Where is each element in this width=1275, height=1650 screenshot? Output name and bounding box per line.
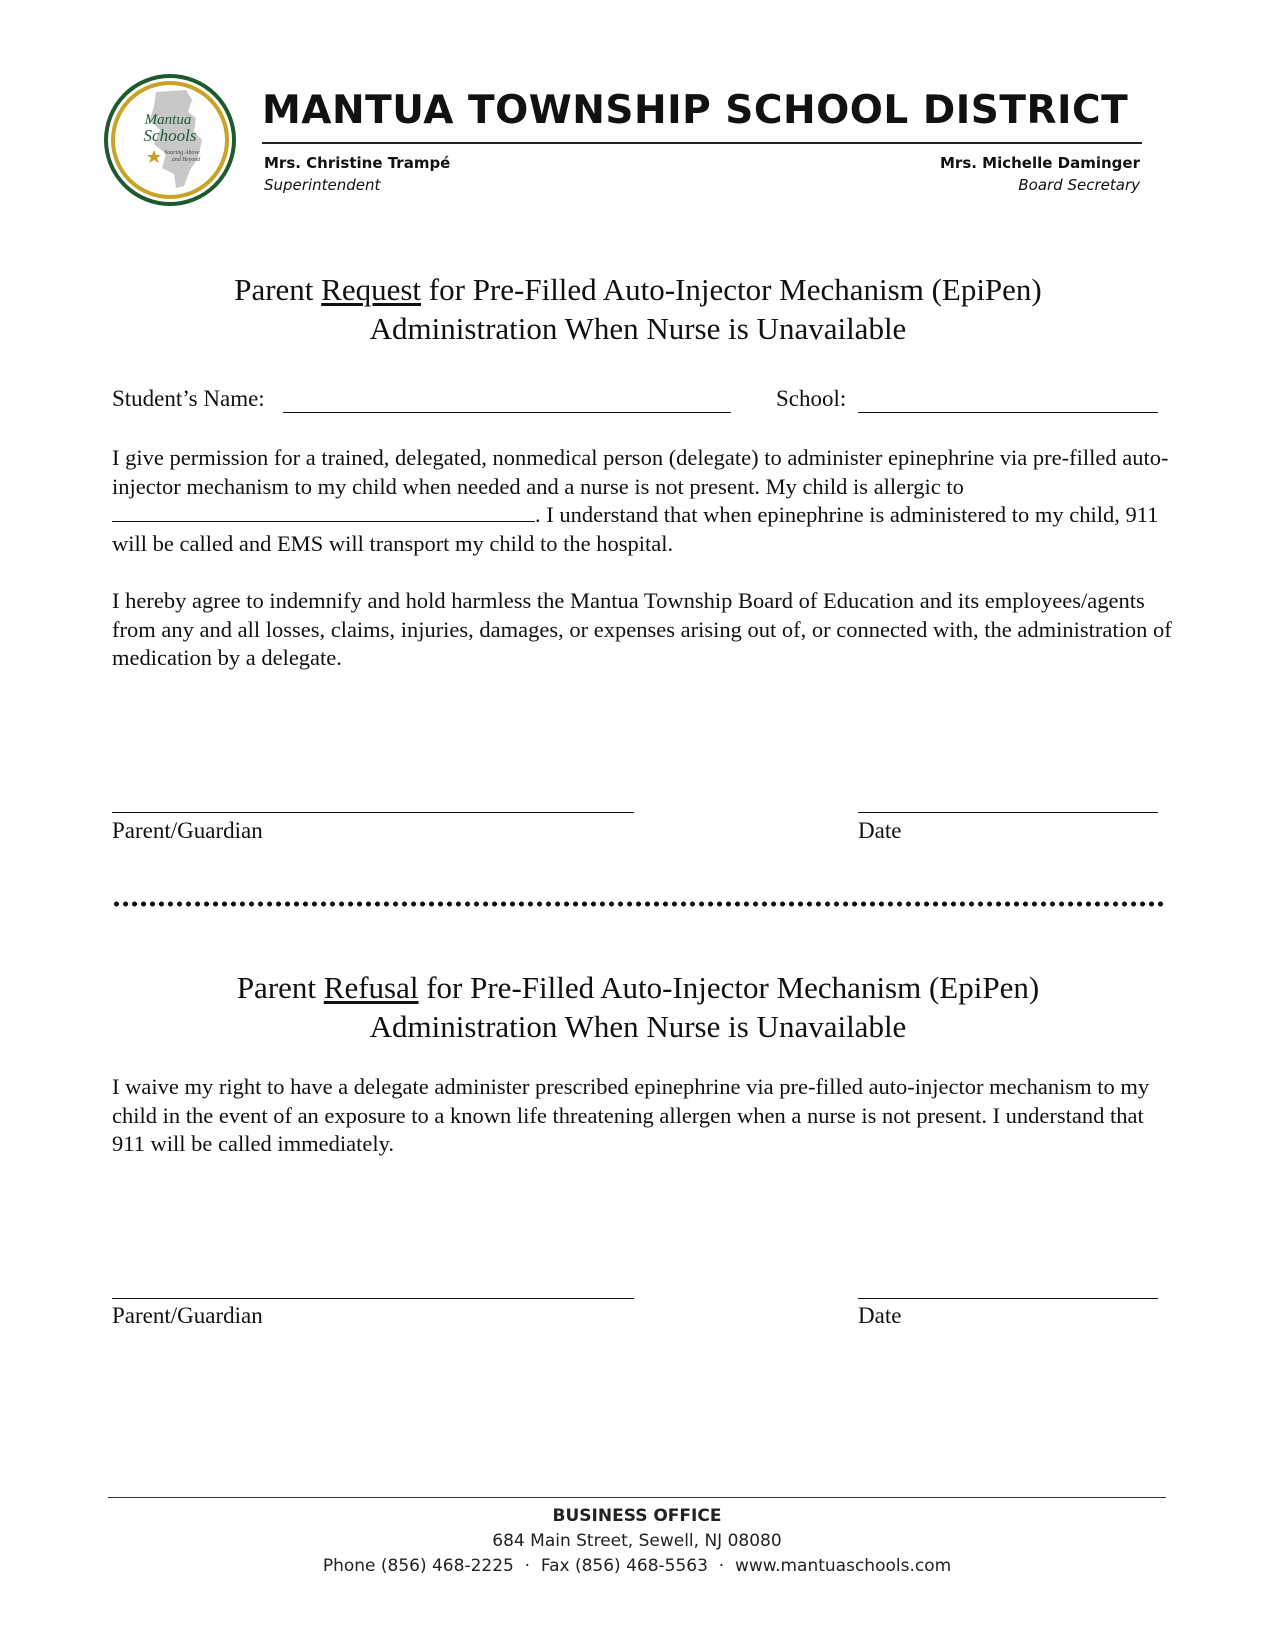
request-form-title	[112, 270, 1164, 348]
refusal-title-prefix: Parent	[236, 970, 324, 1005]
student-name-label: Student’s Name:	[112, 386, 265, 411]
refusal-title-suffix: for Pre-Filled Auto-Injector Mechanism (EpiPen)	[418, 970, 1040, 1005]
school-field[interactable]	[858, 412, 1158, 413]
allergen-field[interactable]	[112, 502, 535, 522]
refusal-title-keyword: Refusal	[323, 970, 419, 1005]
logo-tagline-1: Soaring Above	[164, 150, 200, 156]
school-label: School:	[776, 386, 847, 411]
request-title-line2: Administration When Nurse is Unavailable	[369, 311, 907, 346]
request-title-suffix: for Pre-Filled Auto-Injector Mechanism (EpiPen)	[421, 272, 1042, 307]
student-name-field[interactable]	[283, 412, 731, 413]
logo-text-mantua: Mantua	[144, 112, 192, 128]
request-parent-label: Parent/Guardian	[112, 818, 263, 843]
secretary-name: Mrs. Michelle Daminger	[940, 154, 1140, 172]
refusal-title-line2: Administration When Nurse is Unavailable	[369, 1009, 907, 1044]
refusal-form-title	[112, 968, 1164, 1046]
request-title-prefix: Parent	[234, 272, 322, 307]
request-date-label: Date	[858, 818, 902, 843]
district-name: MANTUA TOWNSHIP SCHOOL DISTRICT	[262, 88, 1129, 133]
footer-office: BUSINESS OFFICE	[552, 1506, 722, 1526]
mantua-schools-seal-icon	[104, 74, 236, 206]
request-date-field[interactable]	[858, 812, 1158, 813]
refusal-date-label: Date	[858, 1303, 902, 1328]
superintendent-title: Superintendent	[264, 176, 381, 194]
letterhead-rule	[262, 142, 1142, 144]
logo-text-schools: Schools	[143, 126, 197, 145]
logo-tagline-2: and Beyond	[171, 157, 201, 163]
refusal-paragraph: I waive my right to have a delegate administer prescribed epinephrine via pre-filled auto-injector mechanism to my child in the event of an exposure to a known life threatening allergen when a nurse is not present. I understand that 911 will be called immediately.	[112, 1074, 1150, 1156]
refusal-parent-signature-field[interactable]	[112, 1298, 634, 1299]
secretary-title: Board Secretary	[1018, 176, 1140, 194]
request-parent-signature-field[interactable]	[112, 812, 634, 813]
permission-text-a: I give permission for a trained, delegated, nonmedical person (delegate) to administer epinephrine via pre-filled auto-injector mechanism to my child when needed and a nurse is not present. My child is allergic to	[112, 445, 1169, 499]
request-title-keyword: Request	[321, 272, 422, 307]
indemnify-paragraph: I hereby agree to indemnify and hold harmless the Mantua Township Board of Education and its employees/agents from any and all losses, claims, injuries, damages, or expenses arising out of, or connected with, the administration of medication by a delegate.	[112, 588, 1172, 670]
section-divider	[112, 901, 1164, 907]
superintendent-name: Mrs. Christine Trampé	[264, 154, 451, 172]
footer-rule	[108, 1497, 1166, 1498]
footer-contact: Phone (856) 468-2225 · Fax (856) 468-5563 · www.mantuaschools.com	[322, 1556, 952, 1576]
footer-address: 684 Main Street, Sewell, NJ 08080	[492, 1531, 782, 1551]
refusal-date-field[interactable]	[858, 1298, 1158, 1299]
permission-text-b: . I understand that when epinephrine is administered to my child, 911 will be called and EMS will transport my child to the hospital.	[112, 502, 1159, 556]
refusal-parent-label: Parent/Guardian	[112, 1303, 263, 1328]
request-permission-paragraph	[112, 444, 1172, 558]
